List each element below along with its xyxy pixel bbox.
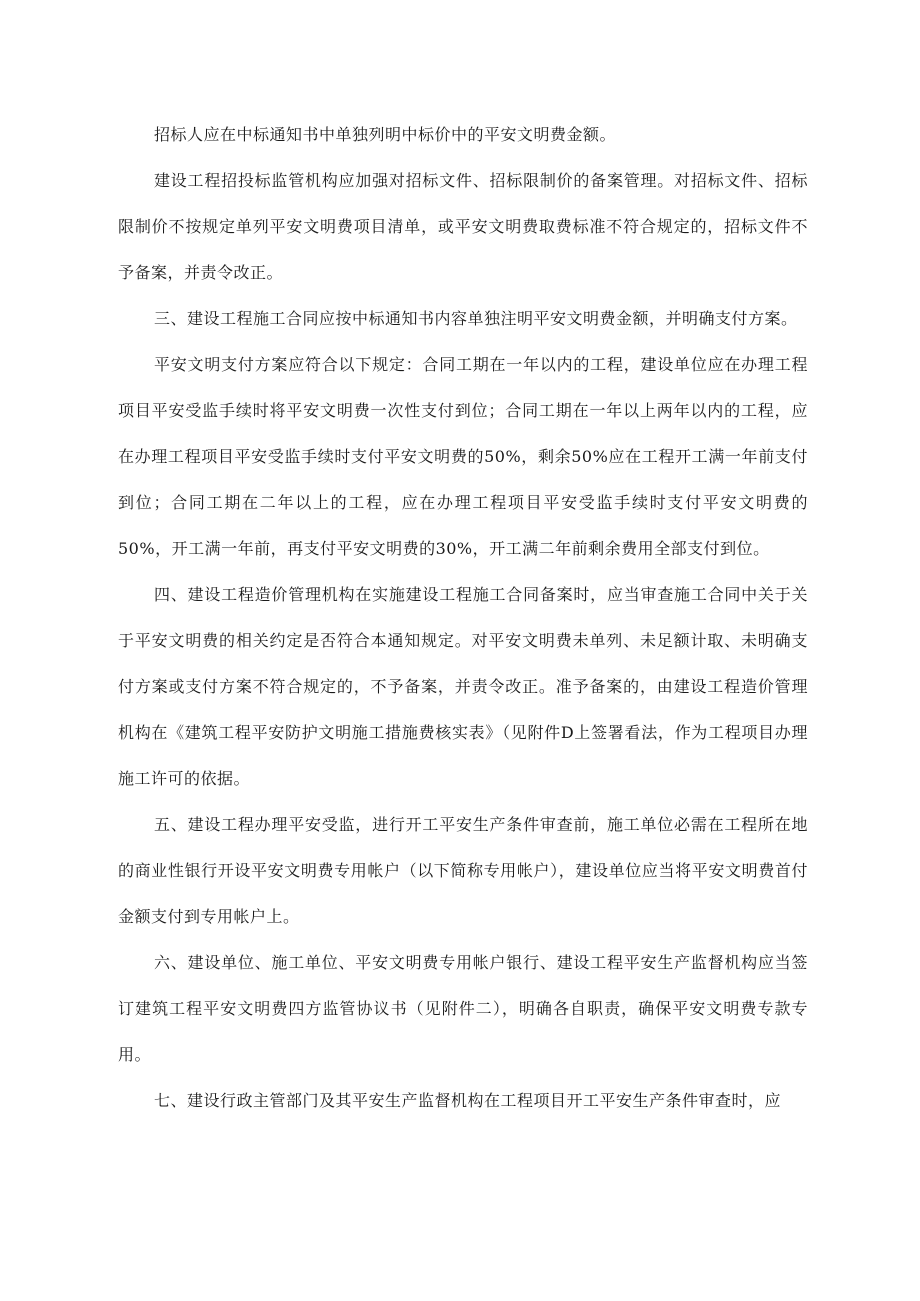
paragraph-1: 招标人应在中标通知书中单独列明中标价中的平安文明费金额。	[154, 125, 617, 144]
paragraph-8: 七、建设行政主管部门及其平安生产监督机构在工程项目开工平安生产条件审查时，应	[154, 1091, 782, 1110]
paragraph-6: 五、建设工程办理平安受监，进行开工平安生产条件审查前，施工单位必需在工程所在地的商业性银行开设平安文明费专用帐户（以下简称专用帐户），建设单位应当将平安文明费首付金额支付到专用帐户上。	[118, 815, 808, 926]
paragraph-5: 四、建设工程造价管理机构在实施建设工程施工合同备案时，应当审查施工合同中关于关于平安文明费的相关约定是否符合本通知规定。对平安文明费未单列、未足额计取、未明确支付方案或支付方案不符合规定的，不予备案，并责令改正。准予备案的，由建设工程造价管理机构在《建筑工程平安防护文明施工措施费核实表》（见附件D上签署看法，作为工程项目办理施工许可的依据。	[118, 585, 808, 788]
paragraph-7: 六、建设单位、施工单位、平安文明费专用帐户银行、建设工程平安生产监督机构应当签订建筑工程平安文明费四方监管协议书（见附件二），明确各自职责，确保平安文明费专款专用。	[118, 953, 808, 1064]
paragraph-4: 平安文明支付方案应符合以下规定：合同工期在一年以内的工程，建设单位应在办理工程项目平安受监手续时将平安文明费一次性支付到位；合同工期在一年以上两年以内的工程，应在办理工程项目平安受监手续时支付平安文明费的50%，剩余50%应在工程开工满一年前支付到位；合同工期在二年以上的工程，应在办理工程项目平安受监手续时支付平安文明费的50%，开工满一年前，再支付平安文明费的30%，开工满二年前剩余费用全部支付到位。	[118, 355, 808, 558]
document-body	[118, 112, 808, 1124]
paragraph-3: 三、建设工程施工合同应按中标通知书内容单独注明平安文明费金额，并明确支付方案。	[154, 309, 798, 328]
paragraph-2: 建设工程招投标监管机构应加强对招标文件、招标限制价的备案管理。对招标文件、招标限制价不按规定单列平安文明费项目清单，或平安文明费取费标准不符合规定的，招标文件不予备案，并责令改正。	[118, 171, 808, 282]
